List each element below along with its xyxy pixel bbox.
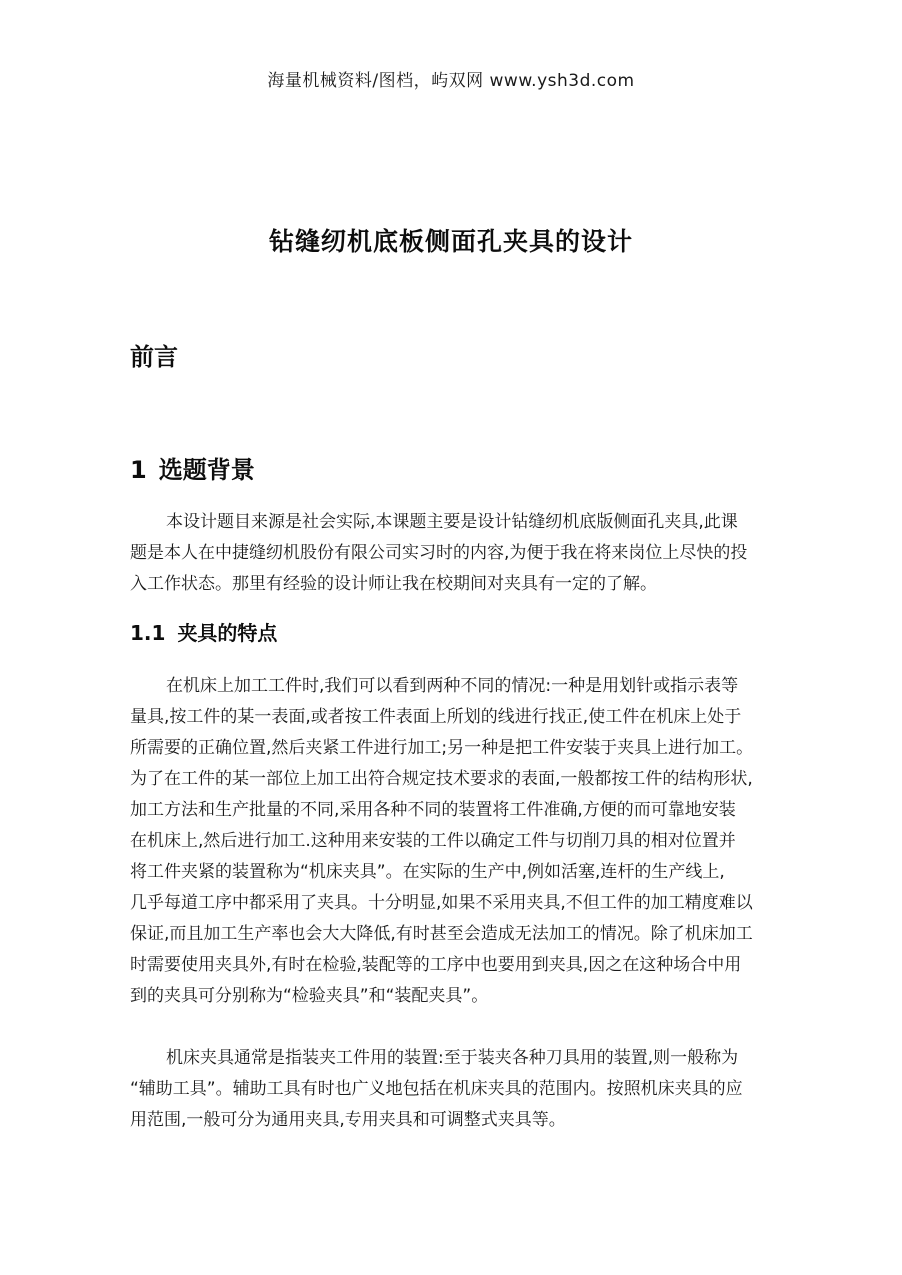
preface-heading: 前言: [130, 343, 178, 371]
paragraph-line: 量具,按工件的某一表面,或者按工件表面上所划的线进行找正,使工件在机床上处于: [130, 707, 742, 727]
section-title: 选题背景: [158, 456, 255, 484]
page-header: 海量机械资料/图档，屿双网 www.ysh3d.com: [267, 71, 635, 91]
paragraph-line: 几乎每道工序中都采用了夹具。十分明显,如果不采用夹具,不但工件的加工精度难以: [130, 893, 753, 913]
paragraph-line: 加工方法和生产批量的不同,采用各种不同的装置将工件准确,方便的而可靠地安装: [130, 800, 736, 820]
section-number: 1.1: [130, 621, 166, 645]
paragraph-line: 用范围,一般可分为通用夹具,专用夹具和可调整式夹具等。: [130, 1110, 566, 1130]
paragraph-line: “辅助工具”。辅助工具有时也广义地包括在机床夹具的范围内。按照机床夹具的应: [130, 1079, 743, 1099]
paragraph-line: 时需要使用夹具外,有时在检验,装配等的工序中也要用到夹具,因之在这种场合中用: [130, 955, 742, 975]
paragraph-line: 在机床上加工工件时,我们可以看到两种不同的情况:一种是用划针或指示表等: [166, 676, 739, 696]
paragraph-line: 保证,而且加工生产率也会大大降低,有时甚至会造成无法加工的情况。除了机床加工: [130, 924, 753, 944]
section-title: 夹具的特点: [177, 621, 278, 645]
paragraph-line: 到的夹具可分别称为“检验夹具”和“装配夹具”。: [130, 986, 489, 1006]
paragraph-line: 在机床上,然后进行加工.这种用来安装的工件以确定工件与切削刀具的相对位置并: [130, 831, 736, 851]
paragraph-line: 所需要的正确位置,然后夹紧工件进行加工;另一种是把工件安装于夹具上进行加工。: [130, 738, 754, 758]
section-1-heading: [130, 450, 255, 485]
paragraph-line: 机床夹具通常是指装夹工件用的装置:至于装夹各种刀具用的装置,则一般称为: [166, 1048, 739, 1068]
section-1-1-paragraph-1: [130, 671, 780, 1012]
section-number: 1: [130, 456, 147, 484]
paragraph-line: 题是本人在中捷缝纫机股份有限公司实习时的内容,为便于我在将来岗位上尽快的投: [130, 543, 748, 563]
section-1-1-heading: [130, 617, 277, 646]
section-1-1-paragraph-2: [130, 1043, 780, 1136]
paragraph-line: 本设计题目来源是社会实际,本课题主要是设计钻缝纫机底版侧面孔夹具,此课: [166, 512, 738, 532]
paragraph-line: 为了在工件的某一部位上加工出符合规定技术要求的表面,一般都按工件的结构形状,: [130, 769, 753, 789]
document-title: 钻缝纫机底板侧面孔夹具的设计: [268, 227, 633, 256]
section-1-paragraph: [130, 507, 780, 600]
paragraph-line: 将工件夹紧的装置称为“机床夹具”。在实际的生产中,例如活塞,连杆的生产线上,: [130, 862, 725, 882]
paragraph-line: 入工作状态。那里有经验的设计师让我在校期间对夹具有一定的了解。: [130, 574, 657, 594]
